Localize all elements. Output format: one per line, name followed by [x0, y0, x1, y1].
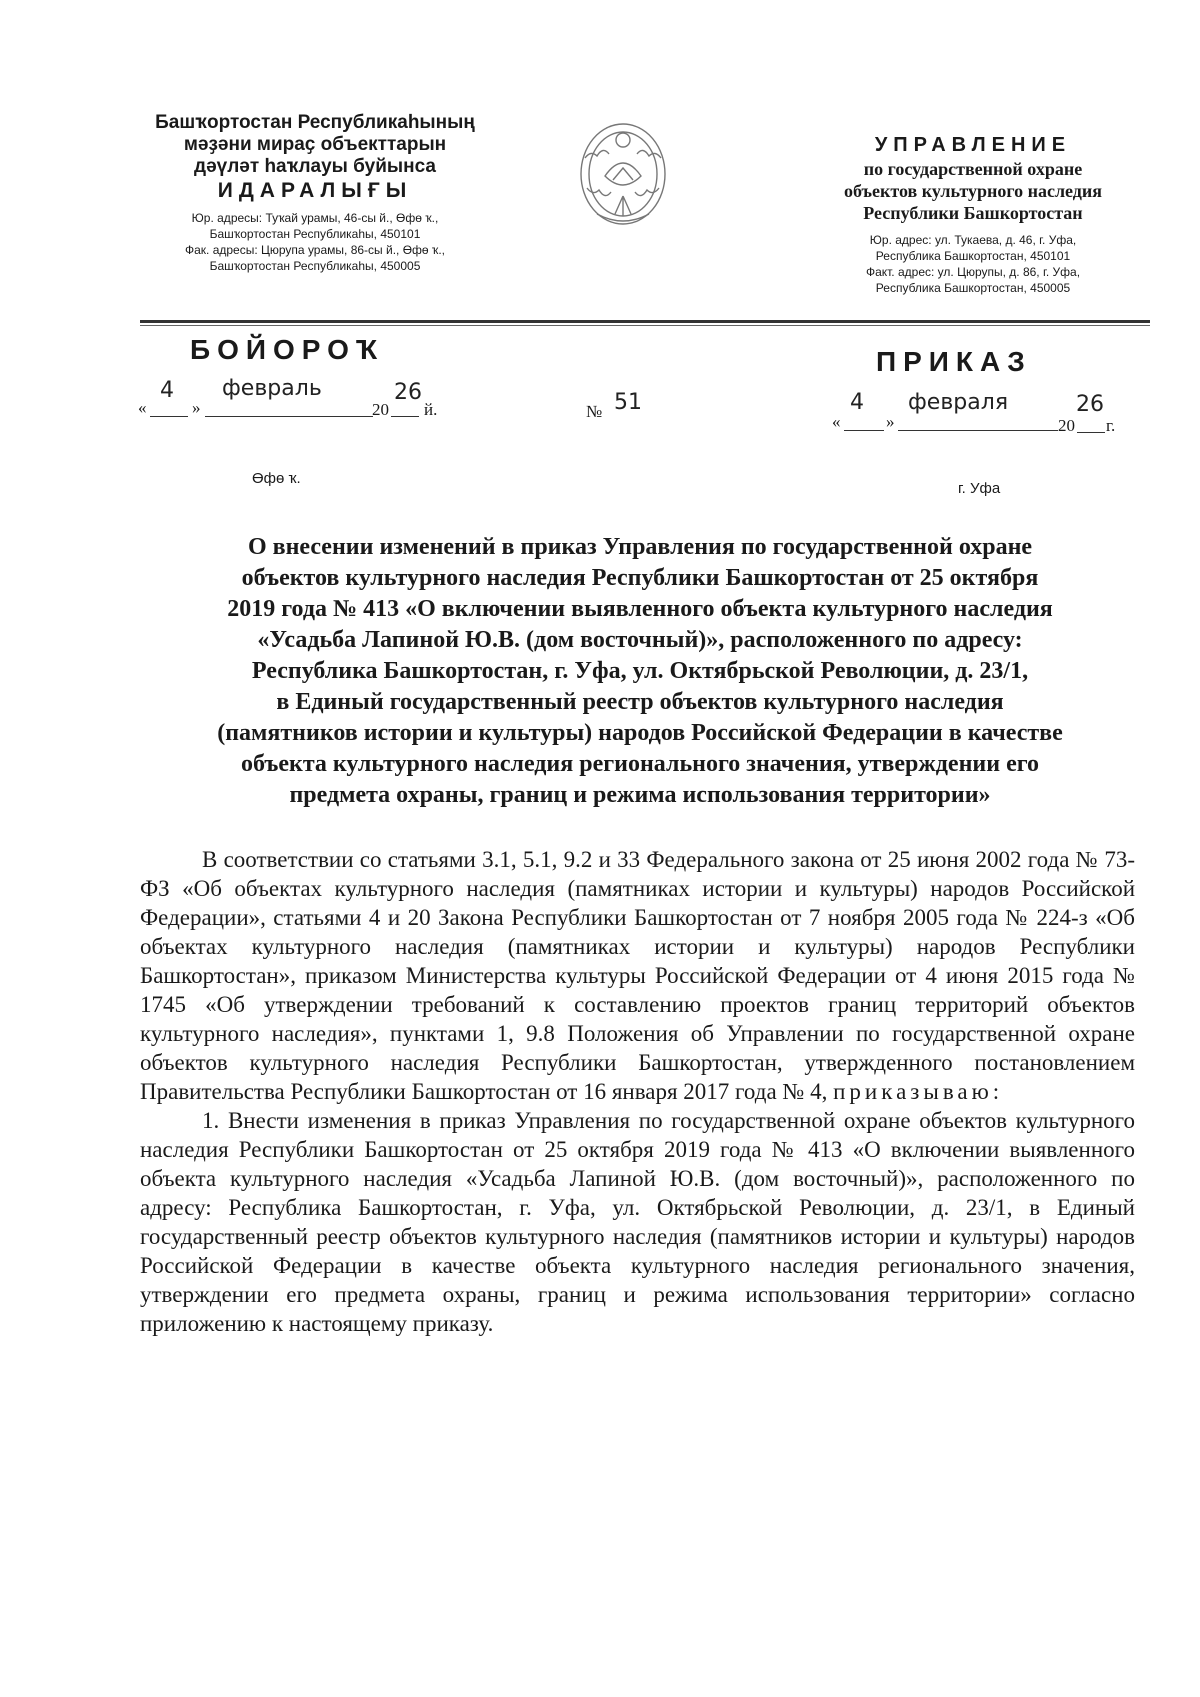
subject-line: объекта культурного наследия регионального значения, утверждении его [240, 751, 1040, 777]
header-left-address2: Башҡортостан Республикаһы, 450101 [209, 227, 421, 241]
date-left-suffix: й. [424, 400, 438, 419]
header-right-line2: по государственной охране [863, 159, 1083, 179]
order-number-sign: № [586, 402, 603, 421]
subject-line: предмета охраны, границ и режима использования территории» [289, 782, 991, 808]
order-word: приказываю: [833, 1079, 1004, 1104]
date-right-year: 26 [1076, 392, 1104, 417]
date-left-year: 26 [394, 380, 422, 405]
doc-title-bashkir: БОЙОРОҠ [190, 334, 385, 365]
date-right-year-prefix: 20 [1058, 416, 1075, 435]
header-right-line4: Республики Башкортостан [863, 203, 1083, 223]
bashkortostan-emblem-icon [575, 118, 671, 234]
header-left-line3: дәүләт һаҡлауы буйынса [194, 156, 436, 177]
header-left-bashkir [140, 112, 490, 274]
date-left-month: февраль [222, 376, 322, 401]
header-right-address [808, 232, 1138, 296]
date-right-close-quote: » [886, 412, 895, 431]
doc-title-russian: ПРИКАЗ [876, 346, 1032, 377]
order-subject [140, 532, 1140, 811]
header-right-address4: Республика Башкортостан, 450005 [875, 281, 1071, 295]
header-left-address3: Фак. адресы: Цюрупа урамы, 86-сы й., Өфө ҡ., [184, 243, 446, 257]
order-body [140, 845, 1135, 1338]
header-right-address1: Юр. адрес: ул. Тукаева, д. 46, г. Уфа, [869, 233, 1077, 247]
date-left-open-quote: « [138, 398, 147, 417]
body-paragraph-preamble [140, 845, 1135, 1106]
date-left-year-prefix: 20 [372, 400, 389, 419]
preamble-text: В соответствии со статьями 3.1, 5.1, 9.2 и 33 Федерального закона от 25 июня 2002 года № 73-ФЗ «Об объектах культурного наследия (памятниках истории и культуры) народов Российской Федерации», статьями 4 и 20 Закона Республики Башкортостан от 7 ноября 2005 года № 224-з «Об объектах культурного наследия (памятниках истории и культуры) народов Республики Башкортостан», приказом Министерства культуры Российской Федерации от 4 июня 2015 года № 1745 «Об утверждении требований к составлению проектов границ территорий объектов культурного наследия», пунктами 1, 9.8 Положения об Управлении по государственной охране объектов культурного наследия Республики Башкортостан, утвержденного постановлением Правительства Республики Башкортостан от 16 января 2017 года № 4, [140, 847, 1135, 1104]
header-divider-thick [140, 320, 1150, 323]
city-left: Өфө ҡ. [252, 470, 301, 487]
header-right-address2: Республика Башкортостан, 450101 [875, 249, 1071, 263]
header-left-address4: Башҡортостан Республикаһы, 450005 [209, 259, 421, 273]
header-right-address3: Факт. адрес: ул. Цюрупы, д. 86, г. Уфа, [865, 265, 1081, 279]
date-right-year-line [1077, 416, 1105, 433]
header-left-address1: Юр. адресы: Туҡай урамы, 46-сы й., Өфө ҡ., [191, 211, 439, 225]
date-left-day: 4 [160, 378, 174, 403]
header-left-line1: Башҡортостан Республикаһының [155, 112, 475, 133]
date-left-close-quote: » [192, 398, 201, 417]
subject-line: «Усадьба Лапиной Ю.В. (дом восточный)», расположенного по адресу: [257, 627, 1023, 653]
body-paragraph-item1: 1. Внести изменения в приказ Управления по государственной охране объектов культурного наследия Республики Башкортостан от 25 октября 2019 года № 413 «О включении выявленного объекта культурного наследия «Усадьба Лапиной Ю.В. (дом восточный)», расположенного по адресу: Республика Башкортостан, г. Уфа, ул. Октябрьской Революции, д. 23/1, в Единый государственный реестр объектов культурного наследия (памятников истории и культуры) народов Российской Федерации в качестве объекта культурного наследия регионального значения, утверждении его предмета охраны, границ и режима использования территории» согласно приложению к настоящему приказу. [140, 1108, 1135, 1336]
header-divider-thin [140, 325, 1150, 326]
date-right-open-quote: « [832, 412, 841, 431]
header-left-line2: мәҙәни мираҫ объекттарын [183, 134, 447, 155]
subject-line: объектов культурного наследия Республики Башкортостан от 25 октября [241, 565, 1039, 591]
subject-line: Республика Башкортостан, г. Уфа, ул. Октябрьской Революции, д. 23/1, [251, 658, 1029, 684]
header-right-line1: УПРАВЛЕНИЕ [874, 134, 1072, 156]
subject-line: О внесении изменений в приказ Управления по государственной охране [247, 534, 1033, 560]
subject-line: 2019 года № 413 «О включении выявленного объекта культурного наследия [227, 596, 1053, 622]
header-left-address [140, 210, 490, 274]
subject-line: (памятников истории и культуры) народов Российской Федерации в качестве [217, 720, 1063, 746]
date-right-month: февраля [908, 390, 1009, 415]
header-right-russian [808, 132, 1138, 296]
header-left-line4: ИДАРАЛЫҒЫ [217, 179, 413, 202]
order-number-value: 51 [614, 390, 642, 415]
city-right: г. Уфа [958, 480, 1001, 497]
header-right-line3: объектов культурного наследия [843, 181, 1103, 201]
subject-line: в Единый государственный реестр объектов культурного наследия [276, 689, 1004, 715]
date-right-day: 4 [850, 390, 864, 415]
date-right-suffix: г. [1106, 416, 1116, 435]
